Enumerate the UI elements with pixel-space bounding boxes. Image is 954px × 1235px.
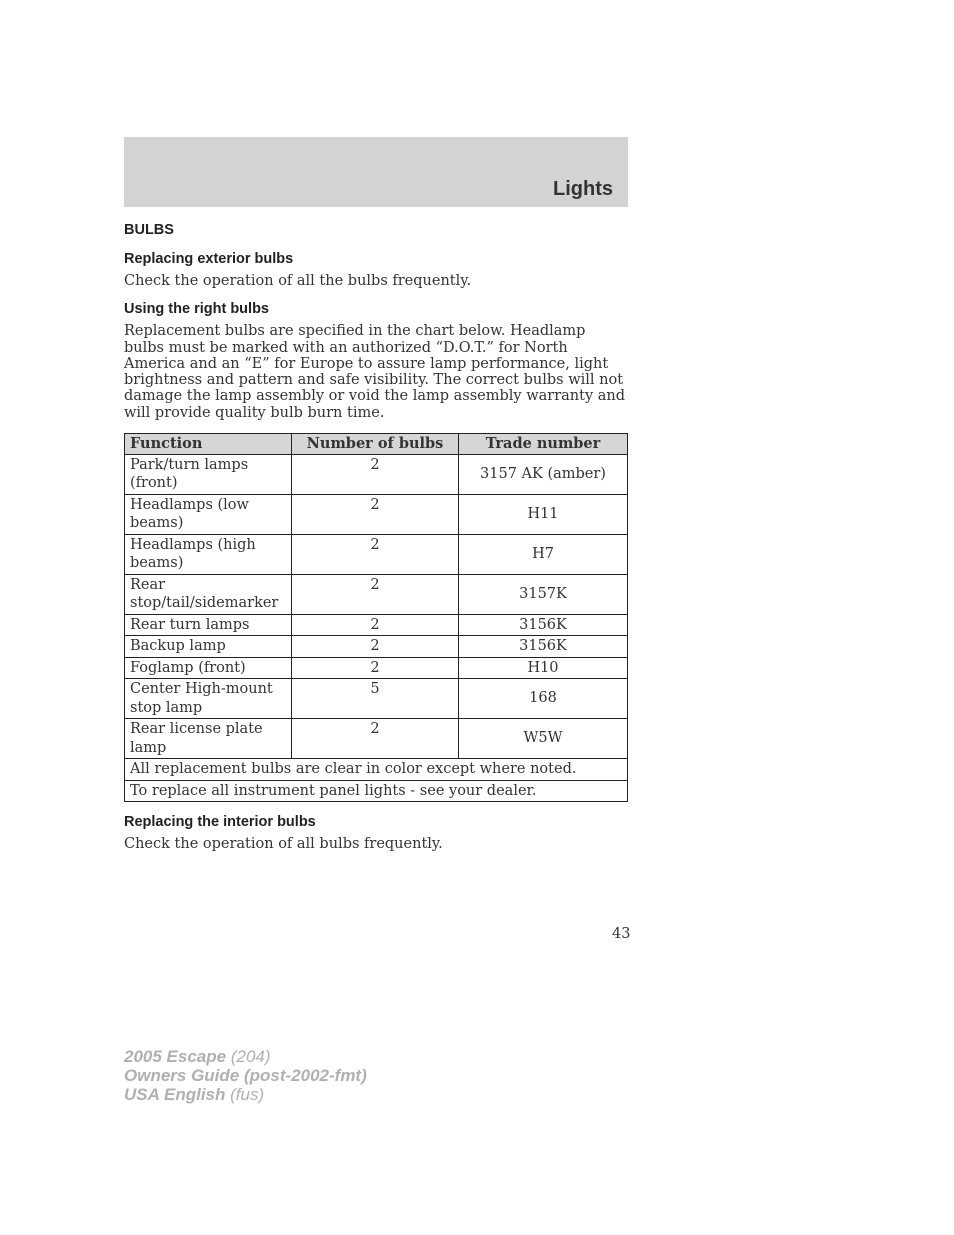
right-bulbs-text: Replacement bulbs are specified in the chart below. Headlamp bulbs must be marked with an authorized “D.O.T.” for North America and an “E” for Europe to assure lamp performance, light brightness and pattern and safe visibility. The correct bulbs will not damage the lamp assembly or void the lamp assembly warranty and will provide quality bulb burn time. bbox=[124, 323, 626, 421]
trade-cell: 3157 AK (amber) bbox=[459, 454, 628, 494]
trade-cell: W5W bbox=[459, 719, 628, 759]
right-bulbs-heading: Using the right bulbs bbox=[124, 301, 269, 318]
table-note-instrument-panel: To replace all instrument panel lights - see your dealer. bbox=[125, 780, 628, 802]
table-row bbox=[125, 494, 628, 534]
table-row bbox=[125, 574, 628, 614]
table-row bbox=[125, 454, 628, 494]
section-title: BULBS bbox=[124, 222, 174, 238]
count-cell: 2 bbox=[292, 494, 459, 534]
trade-cell: H11 bbox=[459, 494, 628, 534]
function-cell: Rear turn lamps bbox=[125, 614, 292, 636]
table-row bbox=[125, 636, 628, 658]
page-number: 43 bbox=[612, 926, 631, 942]
function-cell: Headlamps (low beams) bbox=[125, 494, 292, 534]
function-cell: Rear stop/tail/sidemarker bbox=[125, 574, 292, 614]
column-header-trade-number: Trade number bbox=[459, 434, 628, 455]
footer-line-1 bbox=[124, 1047, 367, 1066]
table-row bbox=[125, 679, 628, 719]
main-content bbox=[124, 218, 628, 864]
footer-language: USA English bbox=[124, 1085, 226, 1104]
table-row bbox=[125, 534, 628, 574]
bulb-chart-table bbox=[124, 433, 628, 802]
exterior-bulbs-heading: Replacing exterior bulbs bbox=[124, 251, 294, 267]
function-cell: Rear license plate lamp bbox=[125, 719, 292, 759]
table-note-row bbox=[125, 759, 628, 781]
footer-model: 2005 Escape bbox=[124, 1047, 227, 1066]
trade-cell: H7 bbox=[459, 534, 628, 574]
table-row bbox=[125, 657, 628, 679]
function-cell: Foglamp (front) bbox=[125, 657, 292, 679]
function-cell: Backup lamp bbox=[125, 636, 292, 658]
column-header-number-of-bulbs: Number of bulbs bbox=[292, 434, 459, 455]
count-cell: 2 bbox=[292, 657, 459, 679]
footer-guide: Owners Guide (post-2002-fmt) bbox=[124, 1066, 367, 1085]
table-header-row bbox=[125, 434, 628, 455]
count-cell: 2 bbox=[292, 534, 459, 574]
function-cell: Park/turn lamps (front) bbox=[125, 454, 292, 494]
column-header-function: Function bbox=[125, 434, 292, 455]
page-title: Lights bbox=[553, 178, 613, 200]
footer-line-2 bbox=[124, 1066, 367, 1085]
count-cell: 5 bbox=[292, 679, 459, 719]
table-note-row bbox=[125, 780, 628, 802]
header-band bbox=[124, 137, 628, 207]
footer-line-3 bbox=[124, 1085, 367, 1104]
trade-cell: 3157K bbox=[459, 574, 628, 614]
count-cell: 2 bbox=[292, 719, 459, 759]
document-footer bbox=[124, 1047, 367, 1104]
table-row bbox=[125, 719, 628, 759]
function-cell: Headlamps (high beams) bbox=[125, 534, 292, 574]
count-cell: 2 bbox=[292, 636, 459, 658]
trade-cell: 3156K bbox=[459, 614, 628, 636]
interior-bulbs-heading: Replacing the interior bulbs bbox=[124, 814, 316, 831]
trade-cell: 168 bbox=[459, 679, 628, 719]
table-note-clear-color: All replacement bulbs are clear in color except where noted. bbox=[125, 759, 628, 781]
count-cell: 2 bbox=[292, 454, 459, 494]
exterior-bulbs-text: Check the operation of all the bulbs frequently. bbox=[124, 273, 472, 289]
footer-model-code: (204) bbox=[230, 1047, 271, 1066]
function-cell: Center High-mount stop lamp bbox=[125, 679, 292, 719]
footer-language-code: (fus) bbox=[230, 1085, 265, 1104]
table-row bbox=[125, 614, 628, 636]
interior-bulbs-text: Check the operation of all bulbs frequently. bbox=[124, 836, 443, 853]
count-cell: 2 bbox=[292, 614, 459, 636]
trade-cell: 3156K bbox=[459, 636, 628, 658]
trade-cell: H10 bbox=[459, 657, 628, 679]
count-cell: 2 bbox=[292, 574, 459, 614]
